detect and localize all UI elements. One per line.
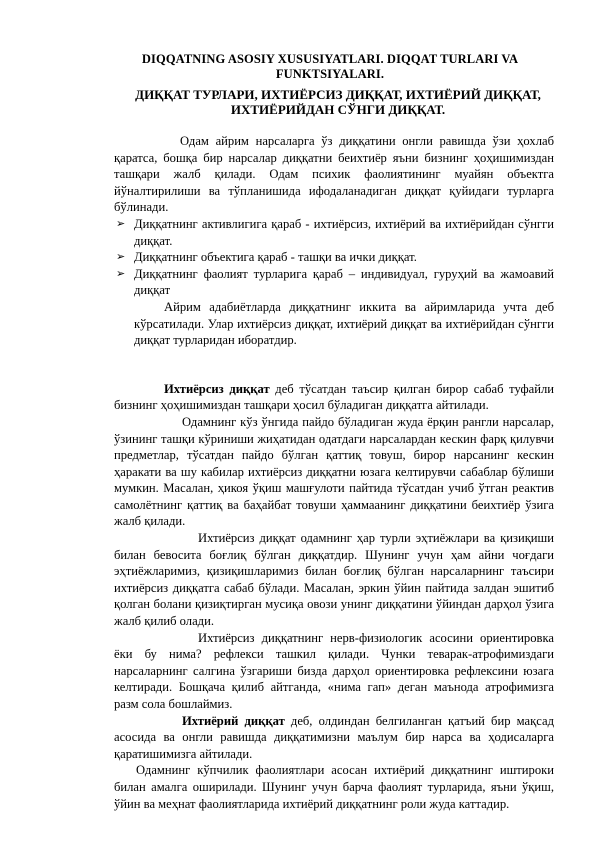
examples-paragraph: Одамнинг кўз ўнгида пайдо бўладиган жуда ёрқин рангли нарсалар, ўзининг ташқи кўриниши жиҳатидан одатдаги нарсалардан кескин фарқ қилувчи предметлар, тўсатдан пайдо бўлган қаттиқ товуш, бирор нарсанинг кескин ҳаракати ва шу кабилар ихтиёрсиз диққатни юзага келтирувчи сабаблар бўлиши мумкин. Масалан, ҳикоя ўқиш машғулоти пайтида тўсатдан учиб ўтган реактив самолётнинг қаттиқ ва баҳайбат товуши ҳаммаанинг диққатини беихтиёр ўзига жалб қилади. bbox=[114, 414, 554, 529]
spacer bbox=[114, 349, 554, 381]
involuntary-attention-paragraph bbox=[114, 381, 554, 414]
list-item-text: Диққатнинг активлигига қараб - ихтиёрсиз, ихтиёрий ва ихтиёрийдан сўнгги диққат. bbox=[134, 216, 554, 248]
list-item bbox=[114, 266, 554, 299]
arrow-bullet-icon: ➢ bbox=[116, 251, 126, 264]
activity-paragraph: Одамнинг кўпчилик фаолиятлари асосан ихтиёрий диққатнинг иштироки билан амалга оширилади. Шунинг учун барча фаолият турларида, яъни ўқиш, ўйин ва меҳнат фаолиятларида ихтиёрий диққатнинг роли жуда каттадир. bbox=[114, 763, 554, 811]
term-involuntary: Ихтиёрсиз диққат bbox=[164, 381, 270, 396]
after-list-paragraph: Айрим адабиётларда диққатнинг иккита ва айримларида учта деб кўрсатилади. Улар ихтиёрсиз диққат, ихтиёрий диққат ва ихтиёрийдан сўнгги диққат турларидан иборатдир. bbox=[134, 299, 554, 348]
list-item bbox=[114, 249, 554, 266]
arrow-bullet-icon: ➢ bbox=[116, 217, 126, 230]
definition-text: деб тўсатдан таъсир қилган бирор сабаб туфайли бизнинг ҳоҳишимиздан ташқари ҳосил бўладиган диққатга айтилади. bbox=[114, 381, 554, 413]
arrow-bullet-icon: ➢ bbox=[116, 267, 126, 280]
list-item-text: Диққатнинг объектига қараб - ташқи ва ички диққат. bbox=[134, 250, 417, 265]
definition-text: деб, олдиндан белгиланган қатъий бир мақсад асосида ва онгли равишда диққатимизни маълум бир нарса ва ҳодисаларга қаратишимизга айтилади. bbox=[114, 713, 554, 761]
types-list bbox=[114, 216, 554, 299]
document-body bbox=[114, 133, 554, 812]
title-cyrillic: ДИҚҚАТ ТУРЛАРИ, ИХТИЁРСИЗ ДИҚҚАТ, ИХТИЁРИЙ ДИҚҚАТ, ИХТИЁРИЙДАН СЎНГИ ДИҚҚАТ. bbox=[135, 87, 541, 117]
needs-paragraph: Ихтиёрсиз диққат одамнинг ҳар турли эҳтиёжлари ва қизиқиши билан бевосита боғлиқ бўлган диққатдир. Шунинг учун ҳам айни чоғдаги эҳтиёжларимиз, қизиқишларимиз билан боғлиқ бўлган нарсаларнинг таъсири ихтиёрсиз диққатга сабаб бўлади. Масалан, эркин ўйин пайтида залдан эшитиб қолган болани қизиқтирган мусиқа овози унинг диққатини ўйиндан дарҳол ўзига жалб қилиб олади. bbox=[114, 531, 554, 629]
physiology-paragraph: Ихтиёрсиз диққатнинг нерв-физиологик асосини ориентировка ёки бу нима? рефлекси ташкил қилади. Чунки теварак-атрофимиздаги нарсаларнинг салгина ўзгариши бизда дарҳол ориентировка рефлексини юзага келтиради. Бошқача қилиб айтганда, «нима гап» деган маънода атрофимизга разм сола бошлаймиз. bbox=[114, 630, 554, 711]
intro-paragraph: Одам айрим нарсаларга ўз диққатини онгли равишда ўзи ҳохлаб қаратса, бошқа бир нарсалар диққатни беихтиёр яъни бизнинг ҳоҳишимиздан ташқари жалб қилади. Одам психик фаолиятининг муайян объектга йўналтирилиши ва тўпланишида ифодаланадиган диққат қуйидаги турларга бўлинади. bbox=[114, 134, 554, 215]
list-item bbox=[114, 216, 554, 249]
title-latin: DIQQATNING ASOSIY XUSUSIYATLARI. DIQQAT TURLARI VA FUNKTSIYALARI. bbox=[141, 52, 519, 81]
list-item-text: Диққатнинг фаолият турларига қараб – индивидуал, гуруҳий ва жамоавий диққат bbox=[134, 266, 554, 298]
term-voluntary: Ихтиёрий диққат bbox=[182, 713, 285, 728]
voluntary-attention-paragraph bbox=[114, 713, 554, 763]
